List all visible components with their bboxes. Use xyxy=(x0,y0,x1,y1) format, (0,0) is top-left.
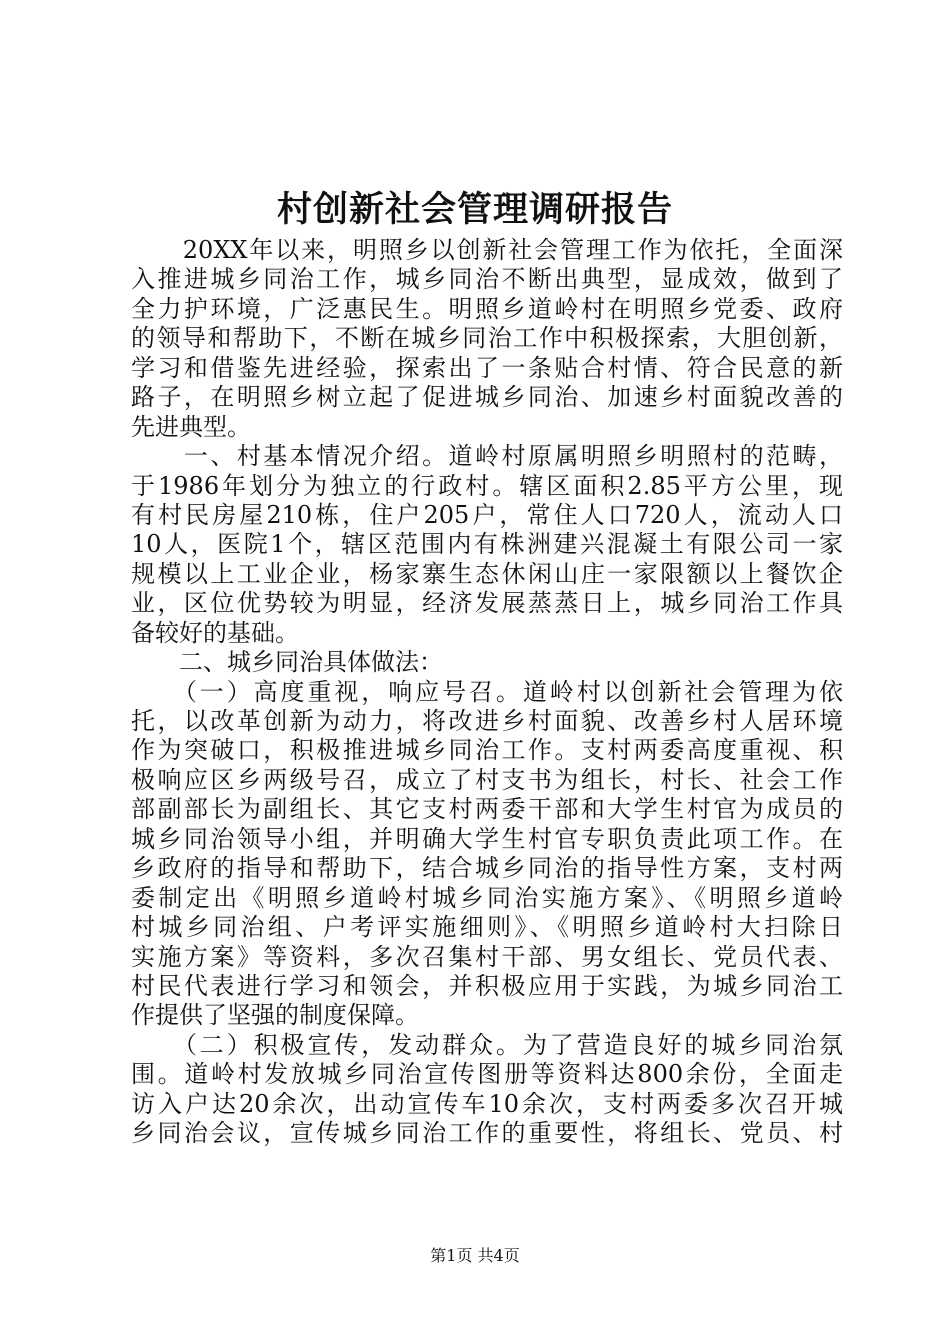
body-line: 围。道岭村发放城乡同治宣传图册等资料达800余份，全面走 xyxy=(131,1060,843,1089)
document-body xyxy=(131,236,843,1149)
document-title: 村创新社会管理调研报告 xyxy=(276,189,673,230)
body-line: 访入户达20余次，出动宣传车10余次，支村两委多次召开城 xyxy=(131,1089,843,1118)
body-line: 一、村基本情况介绍。道岭村原属明照乡明照村的范畴， xyxy=(131,442,843,471)
body-line: 村城乡同治组、户考评实施细则》、《明照乡道岭村大扫除日 xyxy=(131,913,843,942)
body-line: 城乡同治领导小组，并明确大学生村官专职负责此项工作。在 xyxy=(131,824,843,853)
body-line: 作提供了坚强的制度保障。 xyxy=(131,1001,419,1030)
body-line: 的领导和帮助下，不断在城乡同治工作中积极探索，大胆创新， xyxy=(131,324,843,353)
body-line: 村民代表进行学习和领会，并积极应用于实践，为城乡同治工 xyxy=(131,971,843,1000)
body-line: 作为突破口，积极推进城乡同治工作。支村两委高度重视、积 xyxy=(131,736,843,765)
body-line: 先进典型。 xyxy=(131,412,251,441)
body-line: 有村民房屋210栋，住户205户，常住人口720人，流动人口 xyxy=(131,500,843,529)
body-line: 乡政府的指导和帮助下，结合城乡同治的指导性方案，支村两 xyxy=(131,854,843,883)
body-line: 实施方案》等资料，多次召集村干部、男女组长、党员代表、 xyxy=(131,942,843,971)
body-line: 部副部长为副组长、其它支村两委干部和大学生村官为成员的 xyxy=(131,795,843,824)
body-line: 路子，在明照乡树立起了促进城乡同治、加速乡村面貌改善的 xyxy=(131,383,843,412)
body-line: 业，区位优势较为明显，经济发展蒸蒸日上，城乡同治工作具 xyxy=(131,589,843,618)
body-line: 学习和借鉴先进经验，探索出了一条贴合村情、符合民意的新 xyxy=(131,353,843,382)
body-line: 于1986年划分为独立的行政村。辖区面积2.85平方公里，现 xyxy=(131,471,843,500)
body-line: 规模以上工业企业，杨家寨生态休闲山庄一家限额以上餐饮企 xyxy=(131,559,843,588)
body-line: （一）高度重视，响应号召。道岭村以创新社会管理为依 xyxy=(131,677,843,706)
body-line: 备较好的基础。 xyxy=(131,618,299,647)
body-line: 入推进城乡同治工作，城乡同治不断出典型，显成效，做到了 xyxy=(131,265,843,294)
body-line: 极响应区乡两级号召，成立了村支书为组长，村长、社会工作 xyxy=(131,765,843,794)
body-line: 10人，医院1个，辖区范围内有株洲建兴混凝土有限公司一家 xyxy=(131,530,843,559)
body-line: 托，以改革创新为动力，将改进乡村面貌、改善乡村人居环境 xyxy=(131,707,843,735)
body-line: 20XX年以来，明照乡以创新社会管理工作为依托，全面深 xyxy=(131,236,843,264)
body-line: （二）积极宣传，发动群众。为了营造良好的城乡同治氛 xyxy=(131,1030,843,1059)
page-footer: 第1页 共4页 xyxy=(430,1246,520,1265)
body-line: 乡同治会议，宣传城乡同治工作的重要性，将组长、党员、村 xyxy=(131,1119,843,1148)
body-line: 委制定出《明照乡道岭村城乡同治实施方案》、《明照乡道岭 xyxy=(131,883,843,912)
body-line: 二、城乡同治具体做法： xyxy=(131,648,443,677)
body-line: 全力护环境，广泛惠民生。明照乡道岭村在明照乡党委、政府 xyxy=(131,294,843,323)
